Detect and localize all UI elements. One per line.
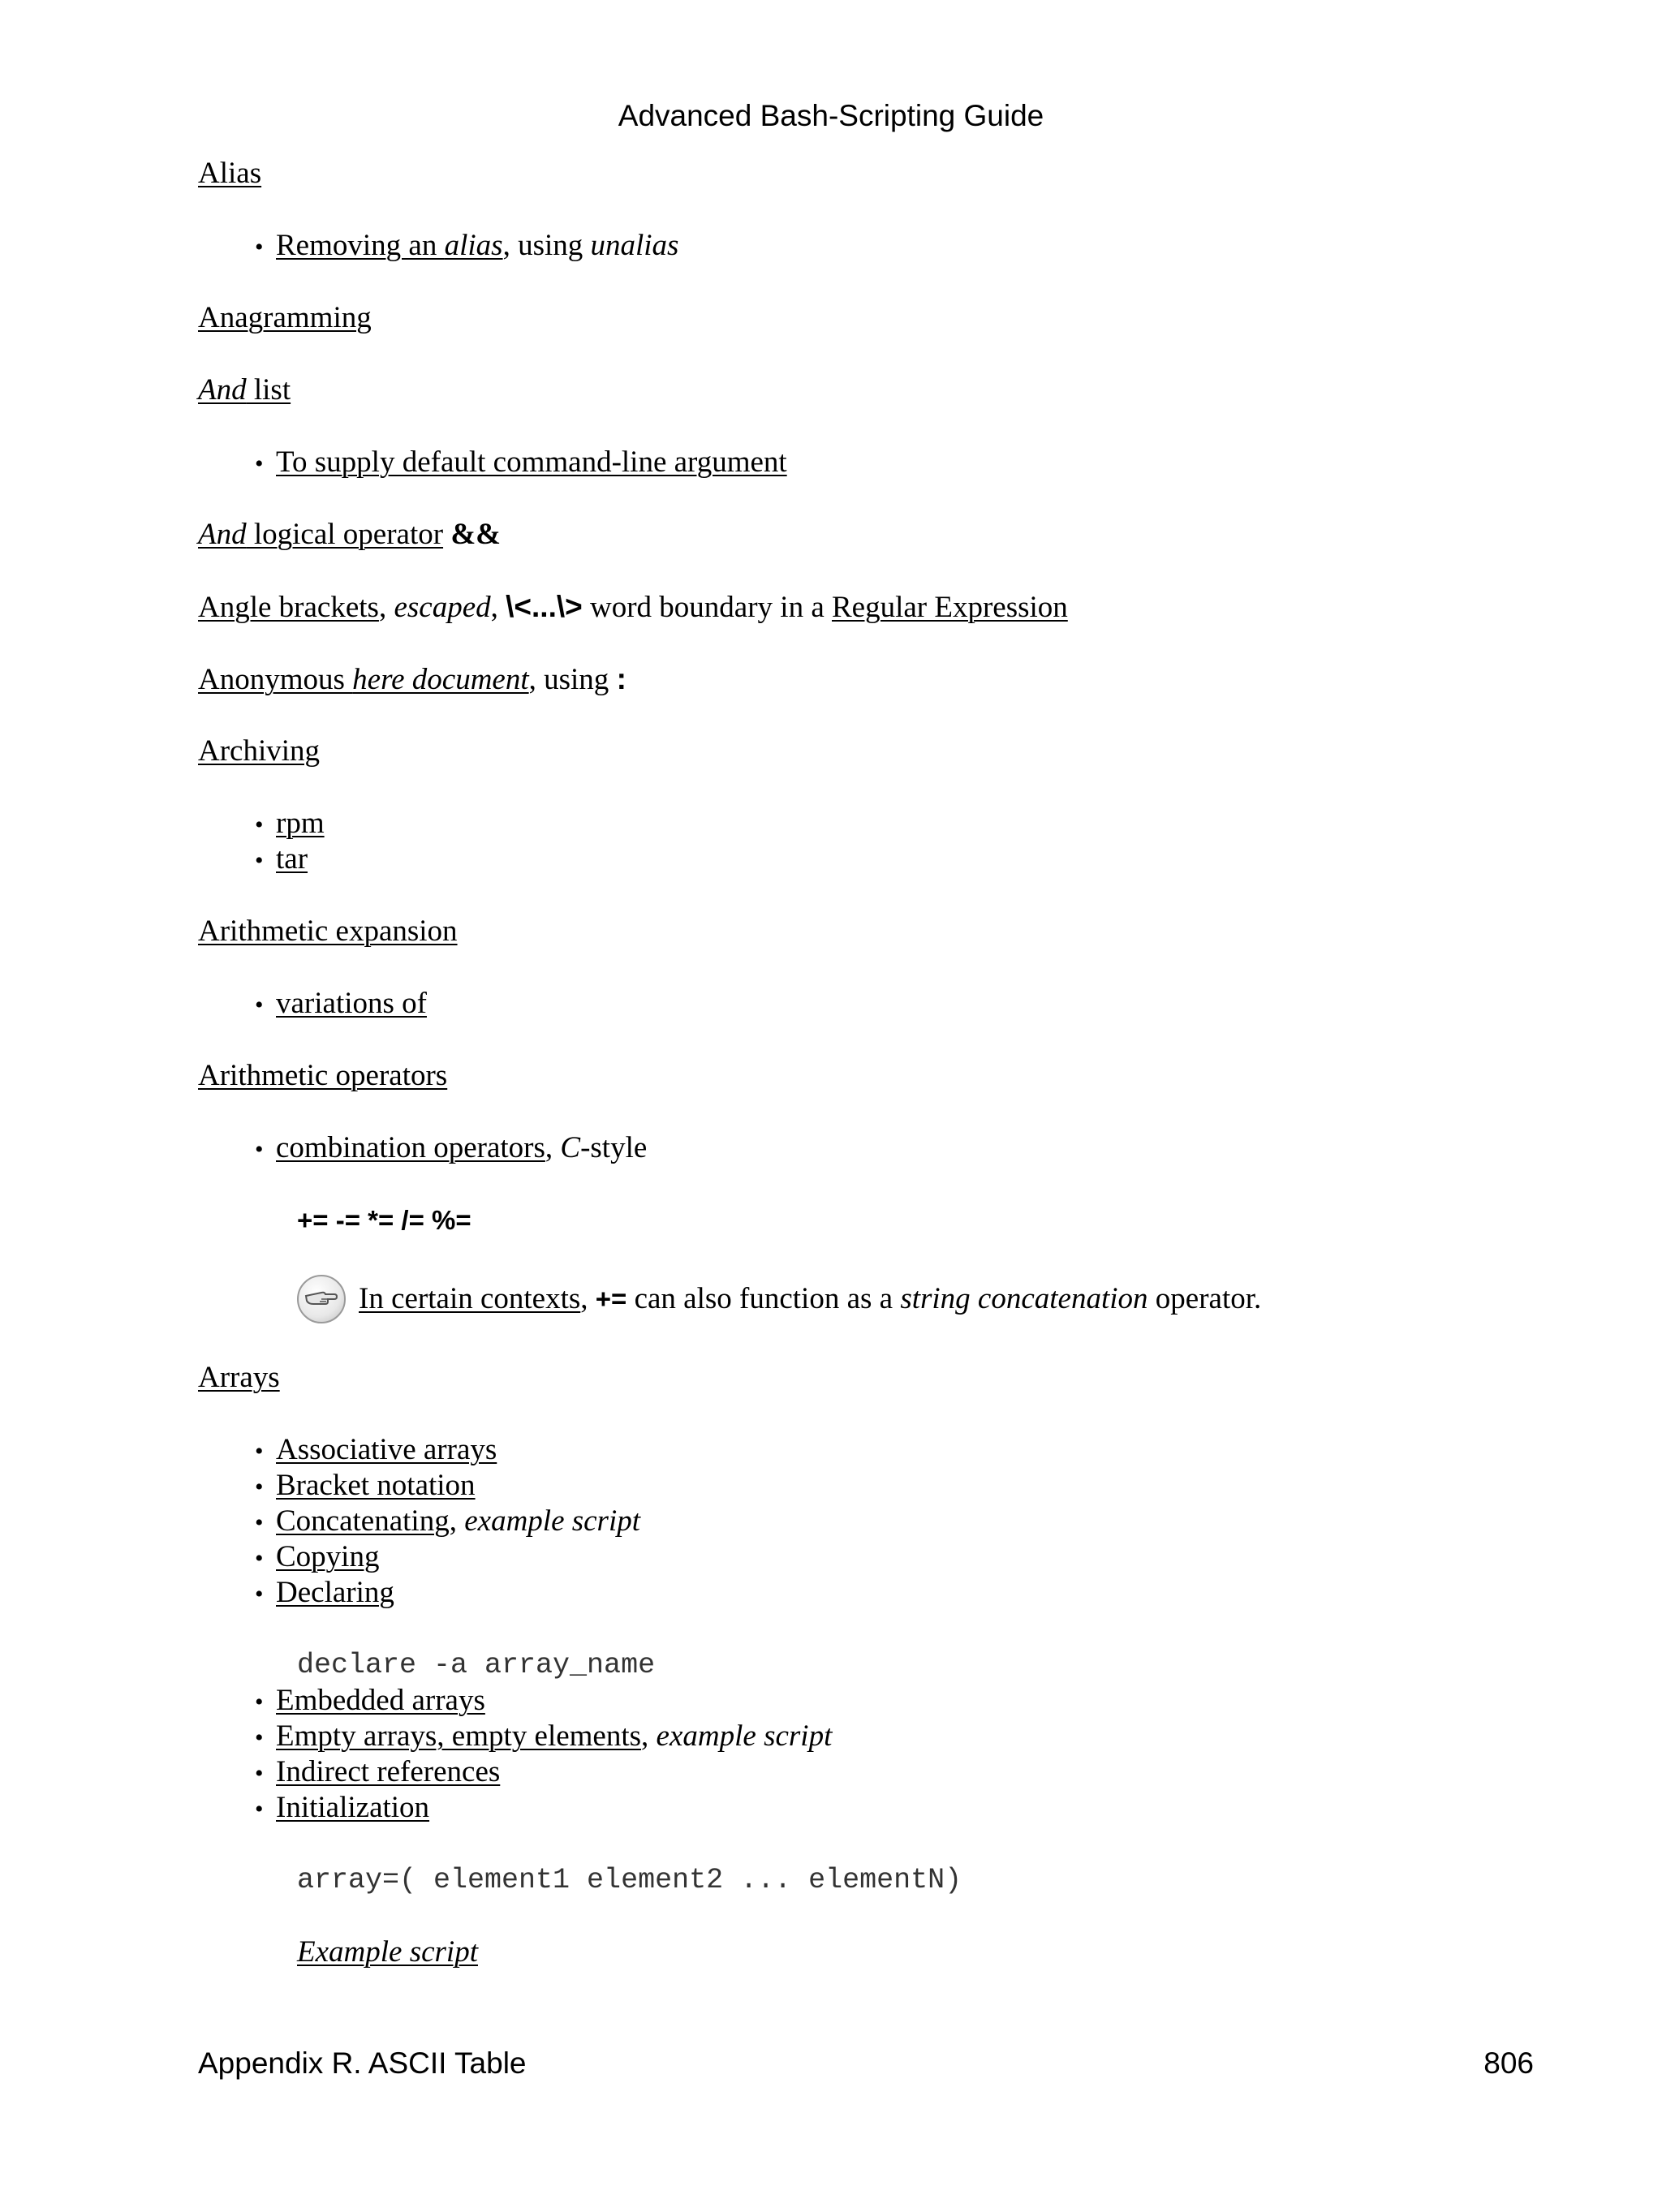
entry-anagramming — [198, 300, 1545, 336]
example-script-row — [198, 1934, 1545, 1970]
link-text-em: And — [198, 518, 247, 551]
footer-chapter: Appendix R. ASCII Table — [198, 2046, 527, 2080]
list-item — [255, 1575, 1545, 1611]
arith-operators-sublist — [198, 1130, 1545, 1166]
note-string-concatenation — [198, 1275, 1545, 1323]
em-text: escaped — [394, 591, 491, 624]
link-embedded-arrays[interactable]: Embedded arrays — [276, 1684, 485, 1717]
plain-text: , using — [502, 229, 591, 262]
bullet-icon: • — [255, 1474, 264, 1500]
link-indirect-references[interactable]: Indirect references — [276, 1755, 501, 1788]
em-text: example script — [464, 1504, 641, 1538]
bullet-icon: • — [255, 847, 264, 874]
link-tar[interactable]: tar — [276, 842, 308, 876]
entry-arithmetic-expansion — [198, 914, 1545, 949]
and-list-sublist — [198, 445, 1545, 480]
bullet-icon: • — [255, 450, 264, 477]
bullet-icon: • — [255, 1796, 264, 1823]
operator-code: += — [595, 1284, 627, 1314]
arrays-sublist-2 — [198, 1683, 1545, 1826]
bullet-icon: • — [255, 1760, 264, 1787]
plain-text: word boundary in a — [582, 591, 832, 624]
bullet-icon: • — [255, 1438, 264, 1465]
bullet-icon: • — [255, 1724, 264, 1751]
arrays-sublist-1 — [198, 1432, 1545, 1611]
list-item — [255, 1754, 1545, 1790]
note-text — [359, 1275, 1261, 1323]
bullet-icon: • — [255, 992, 264, 1018]
plain-text: can also function as a — [626, 1282, 901, 1315]
combination-operators-code: += -= *= /= %= — [297, 1205, 471, 1235]
link-initialization[interactable]: Initialization — [276, 1791, 430, 1824]
separator: , — [545, 1131, 561, 1164]
bullet-icon: • — [255, 811, 264, 838]
list-item — [255, 445, 1545, 480]
link-empty-arrays[interactable]: Empty arrays, empty elements — [276, 1719, 642, 1753]
separator: , — [580, 1282, 596, 1315]
link-example-script[interactable] — [297, 1935, 478, 1969]
list-item — [255, 986, 1545, 1022]
link-archiving[interactable]: Archiving — [198, 734, 321, 768]
separator: , — [449, 1504, 465, 1538]
plain-text: operator. — [1147, 1282, 1262, 1315]
link-regular-expression[interactable]: Regular Expression — [832, 591, 1068, 624]
link-arithmetic-operators[interactable]: Arithmetic operators — [198, 1059, 448, 1092]
link-text-em: here document — [352, 663, 529, 696]
list-item — [255, 1468, 1545, 1504]
link-and-list[interactable] — [198, 373, 291, 407]
link-rpm[interactable]: rpm — [276, 807, 325, 840]
link-bracket-notation[interactable]: Bracket notation — [276, 1469, 476, 1502]
link-default-argument[interactable]: To supply default command-line argument — [276, 445, 787, 479]
link-declaring[interactable]: Declaring — [276, 1576, 394, 1609]
link-alias[interactable]: Alias — [198, 157, 262, 190]
separator: , — [641, 1719, 657, 1753]
plain-text: , using — [528, 663, 617, 696]
list-item — [255, 228, 1545, 264]
init-code: array=( element1 element2 ... elementN) — [297, 1864, 962, 1896]
bullet-icon: • — [255, 1545, 264, 1572]
bullet-icon: • — [255, 1581, 264, 1607]
entry-angle-brackets — [198, 589, 1545, 625]
link-and-logical-operator[interactable] — [198, 518, 443, 551]
bullet-icon: • — [255, 1136, 264, 1163]
bullet-icon: • — [255, 1689, 264, 1715]
link-concatenating[interactable]: Concatenating — [276, 1504, 450, 1538]
link-text: Removing an — [276, 229, 445, 262]
list-item — [255, 1539, 1545, 1575]
link-certain-contexts[interactable]: In certain contexts — [359, 1282, 581, 1315]
em-text: string concatenation — [900, 1282, 1148, 1315]
list-item — [255, 1130, 1545, 1166]
link-anagramming[interactable]: Anagramming — [198, 301, 372, 334]
entry-arrays — [198, 1360, 1545, 1396]
em-text: unalias — [590, 229, 679, 262]
link-text: Anonymous — [198, 663, 353, 696]
list-item — [255, 1504, 1545, 1539]
operator-code: : — [616, 662, 626, 695]
link-associative-arrays[interactable]: Associative arrays — [276, 1433, 497, 1466]
link-text-em: And — [198, 373, 247, 407]
separator: , — [490, 591, 506, 624]
index-content — [198, 156, 1545, 1970]
separator: , — [378, 591, 394, 624]
alias-sublist — [198, 228, 1545, 264]
arith-expansion-sublist — [198, 986, 1545, 1022]
link-combination-operators[interactable]: combination operators — [276, 1131, 545, 1164]
operator-code: && — [450, 518, 501, 551]
link-copying[interactable]: Copying — [276, 1540, 380, 1573]
page-header-title: Advanced Bash-Scripting Guide — [618, 99, 1044, 132]
list-item — [255, 1719, 1545, 1754]
list-item — [255, 1432, 1545, 1468]
entry-and-list — [198, 372, 1545, 408]
link-text: list — [246, 373, 291, 407]
bullet-icon: • — [255, 234, 264, 260]
link-removing-alias[interactable] — [276, 229, 503, 262]
entry-archiving — [198, 734, 1545, 769]
list-item — [255, 806, 1545, 841]
list-item — [255, 841, 1545, 877]
link-text: logical operator — [246, 518, 444, 551]
footer-page-number: 806 — [1483, 2046, 1534, 2080]
archiving-sublist — [198, 806, 1545, 877]
list-item — [255, 1683, 1545, 1719]
entry-and-logical-operator — [198, 517, 1545, 553]
bullet-icon: • — [255, 1509, 264, 1536]
list-item — [255, 1790, 1545, 1826]
link-angle-brackets[interactable]: Angle brackets — [198, 591, 379, 624]
link-arrays[interactable]: Arrays — [198, 1361, 280, 1394]
link-arithmetic-expansion[interactable]: Arithmetic expansion — [198, 914, 458, 948]
entry-anonymous-here-document — [198, 661, 1545, 697]
pointing-hand-note-icon — [297, 1275, 346, 1323]
link-text-em: Example script — [297, 1935, 478, 1969]
link-text-em: alias — [444, 229, 503, 262]
entry-alias — [198, 156, 1545, 192]
declare-code: declare -a array_name — [297, 1649, 656, 1681]
entry-arithmetic-operators — [198, 1058, 1545, 1094]
em-text: example script — [656, 1719, 833, 1753]
em-text: C — [560, 1131, 581, 1164]
link-anonymous-here-document[interactable] — [198, 663, 529, 696]
operator-code: \<...\> — [506, 590, 583, 623]
link-variations-of[interactable]: variations of — [276, 987, 427, 1020]
plain-text: -style — [580, 1131, 648, 1164]
